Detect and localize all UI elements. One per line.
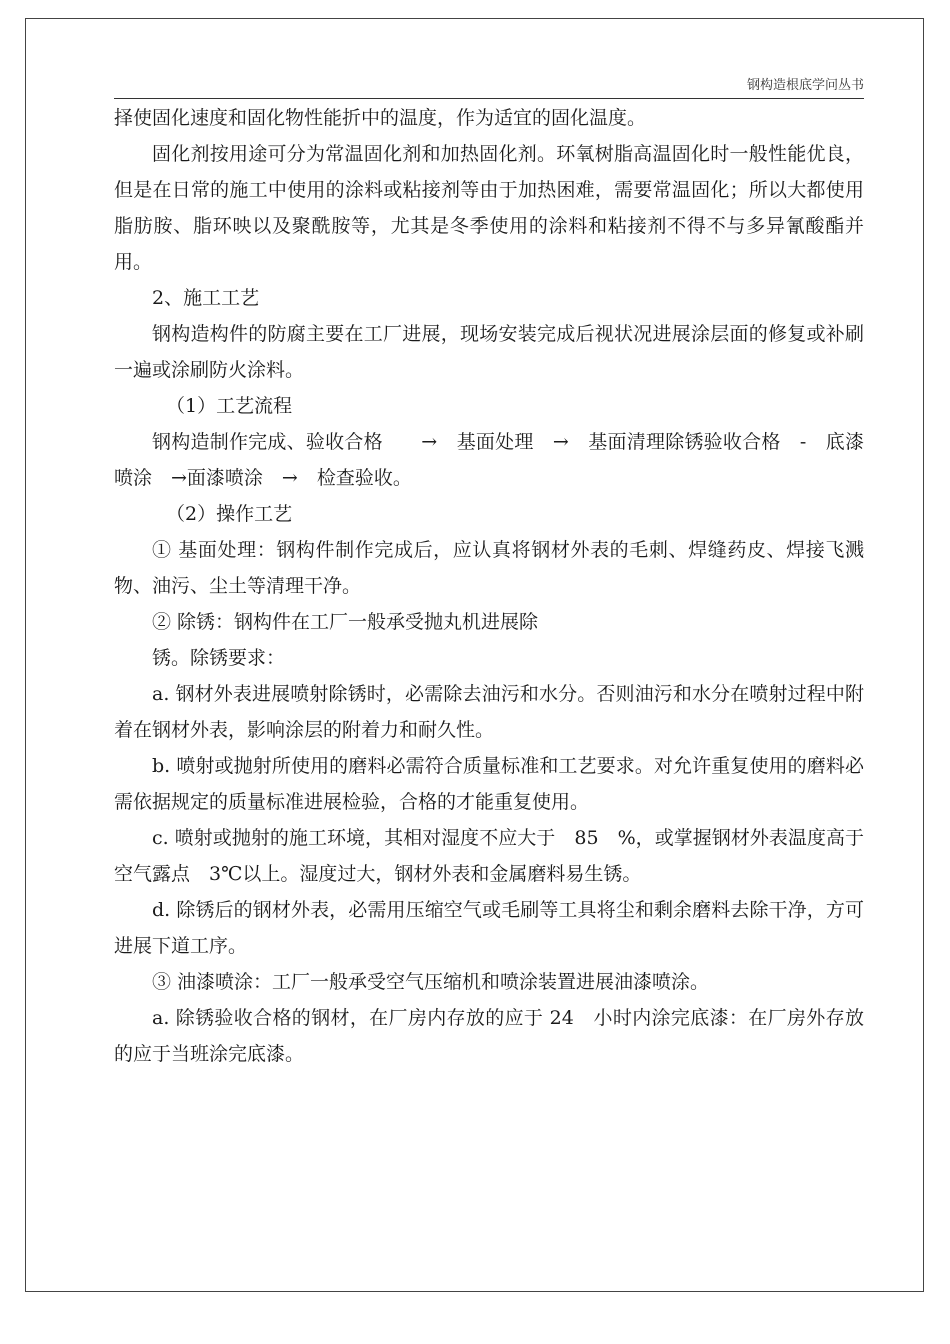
subheading-process-flow: （1）工艺流程 xyxy=(166,395,293,417)
body-text xyxy=(114,100,864,1072)
paragraph-anticorrosion: 钢构造构件的防腐主要在工厂进展，现场安装完成后视状况进展涂层面的修复或补刷一遍或涂刷防火涂料。 xyxy=(114,323,864,381)
rust-requirement-c: c. 喷射或抛射的施工环境，其相对湿度不应大于 85 %，或掌握钢材外表温度高于空气露点 3℃以上。湿度过大，钢材外表和金属磨料易生锈。 xyxy=(114,827,864,885)
paragraph-curing-temperature: 择使固化速度和固化物性能折中的温度，作为适宜的固化温度。 xyxy=(114,107,647,129)
rust-requirement-d: d. 除锈后的钢材外表，必需用压缩空气或毛刷等工具将尘和剩余磨料去除干净，方可进展下道工序。 xyxy=(114,899,864,957)
book-title: 钢构造根底学问丛书 xyxy=(746,78,864,93)
subheading-operation-process: （2）操作工艺 xyxy=(166,503,293,525)
paragraph-curing-agents: 固化剂按用途可分为常温固化剂和加热固化剂。环氧树脂高温固化时一般性能优良，但是在日常的施工中使用的涂料或粘接剂等由于加热困难，需要常温固化；所以大都使用脂肪胺、脂环映以及聚酰胺等，尤其是冬季使用的涂料和粘接剂不得不与多异氰酸酯并用。 xyxy=(114,143,864,273)
item-rust-removal: ② 除锈：钢构件在工厂一般承受抛丸机进展除 xyxy=(152,611,539,633)
section-heading-construction-process: 2、施工工艺 xyxy=(152,287,260,309)
item-surface-treatment: ① 基面处理：钢构件制作完成后，应认真将钢材外表的毛刺、焊缝药皮、焊接飞溅物、油污、尘土等清理干净。 xyxy=(114,539,864,597)
paragraph-process-flow: 钢构造制作完成、验收合格 → 基面处理 → 基面清理除锈验收合格 - 底漆喷涂 →面漆喷涂 → 检查验收。 xyxy=(114,431,864,489)
paint-requirement-a: a. 除锈验收合格的钢材，在厂房内存放的应于 24 小时内涂完底漆：在厂房外存放的应于当班涂完底漆。 xyxy=(114,1007,864,1065)
rust-requirement-b: b. 喷射或抛射所使用的磨料必需符合质量标准和工艺要求。对允许重复使用的磨料必需依据规定的质量标准进展检验，合格的才能重复使用。 xyxy=(114,755,864,813)
running-header xyxy=(114,78,864,99)
item-paint-spraying: ③ 油漆喷涂：工厂一般承受空气压缩机和喷涂装置进展油漆喷涂。 xyxy=(152,971,710,993)
item-rust-removal-continued: 锈。除锈要求： xyxy=(152,647,286,669)
rust-requirement-a: a. 钢材外表进展喷射除锈时，必需除去油污和水分。否则油污和水分在喷射过程中附着在钢材外表，影响涂层的附着力和耐久性。 xyxy=(114,683,864,741)
